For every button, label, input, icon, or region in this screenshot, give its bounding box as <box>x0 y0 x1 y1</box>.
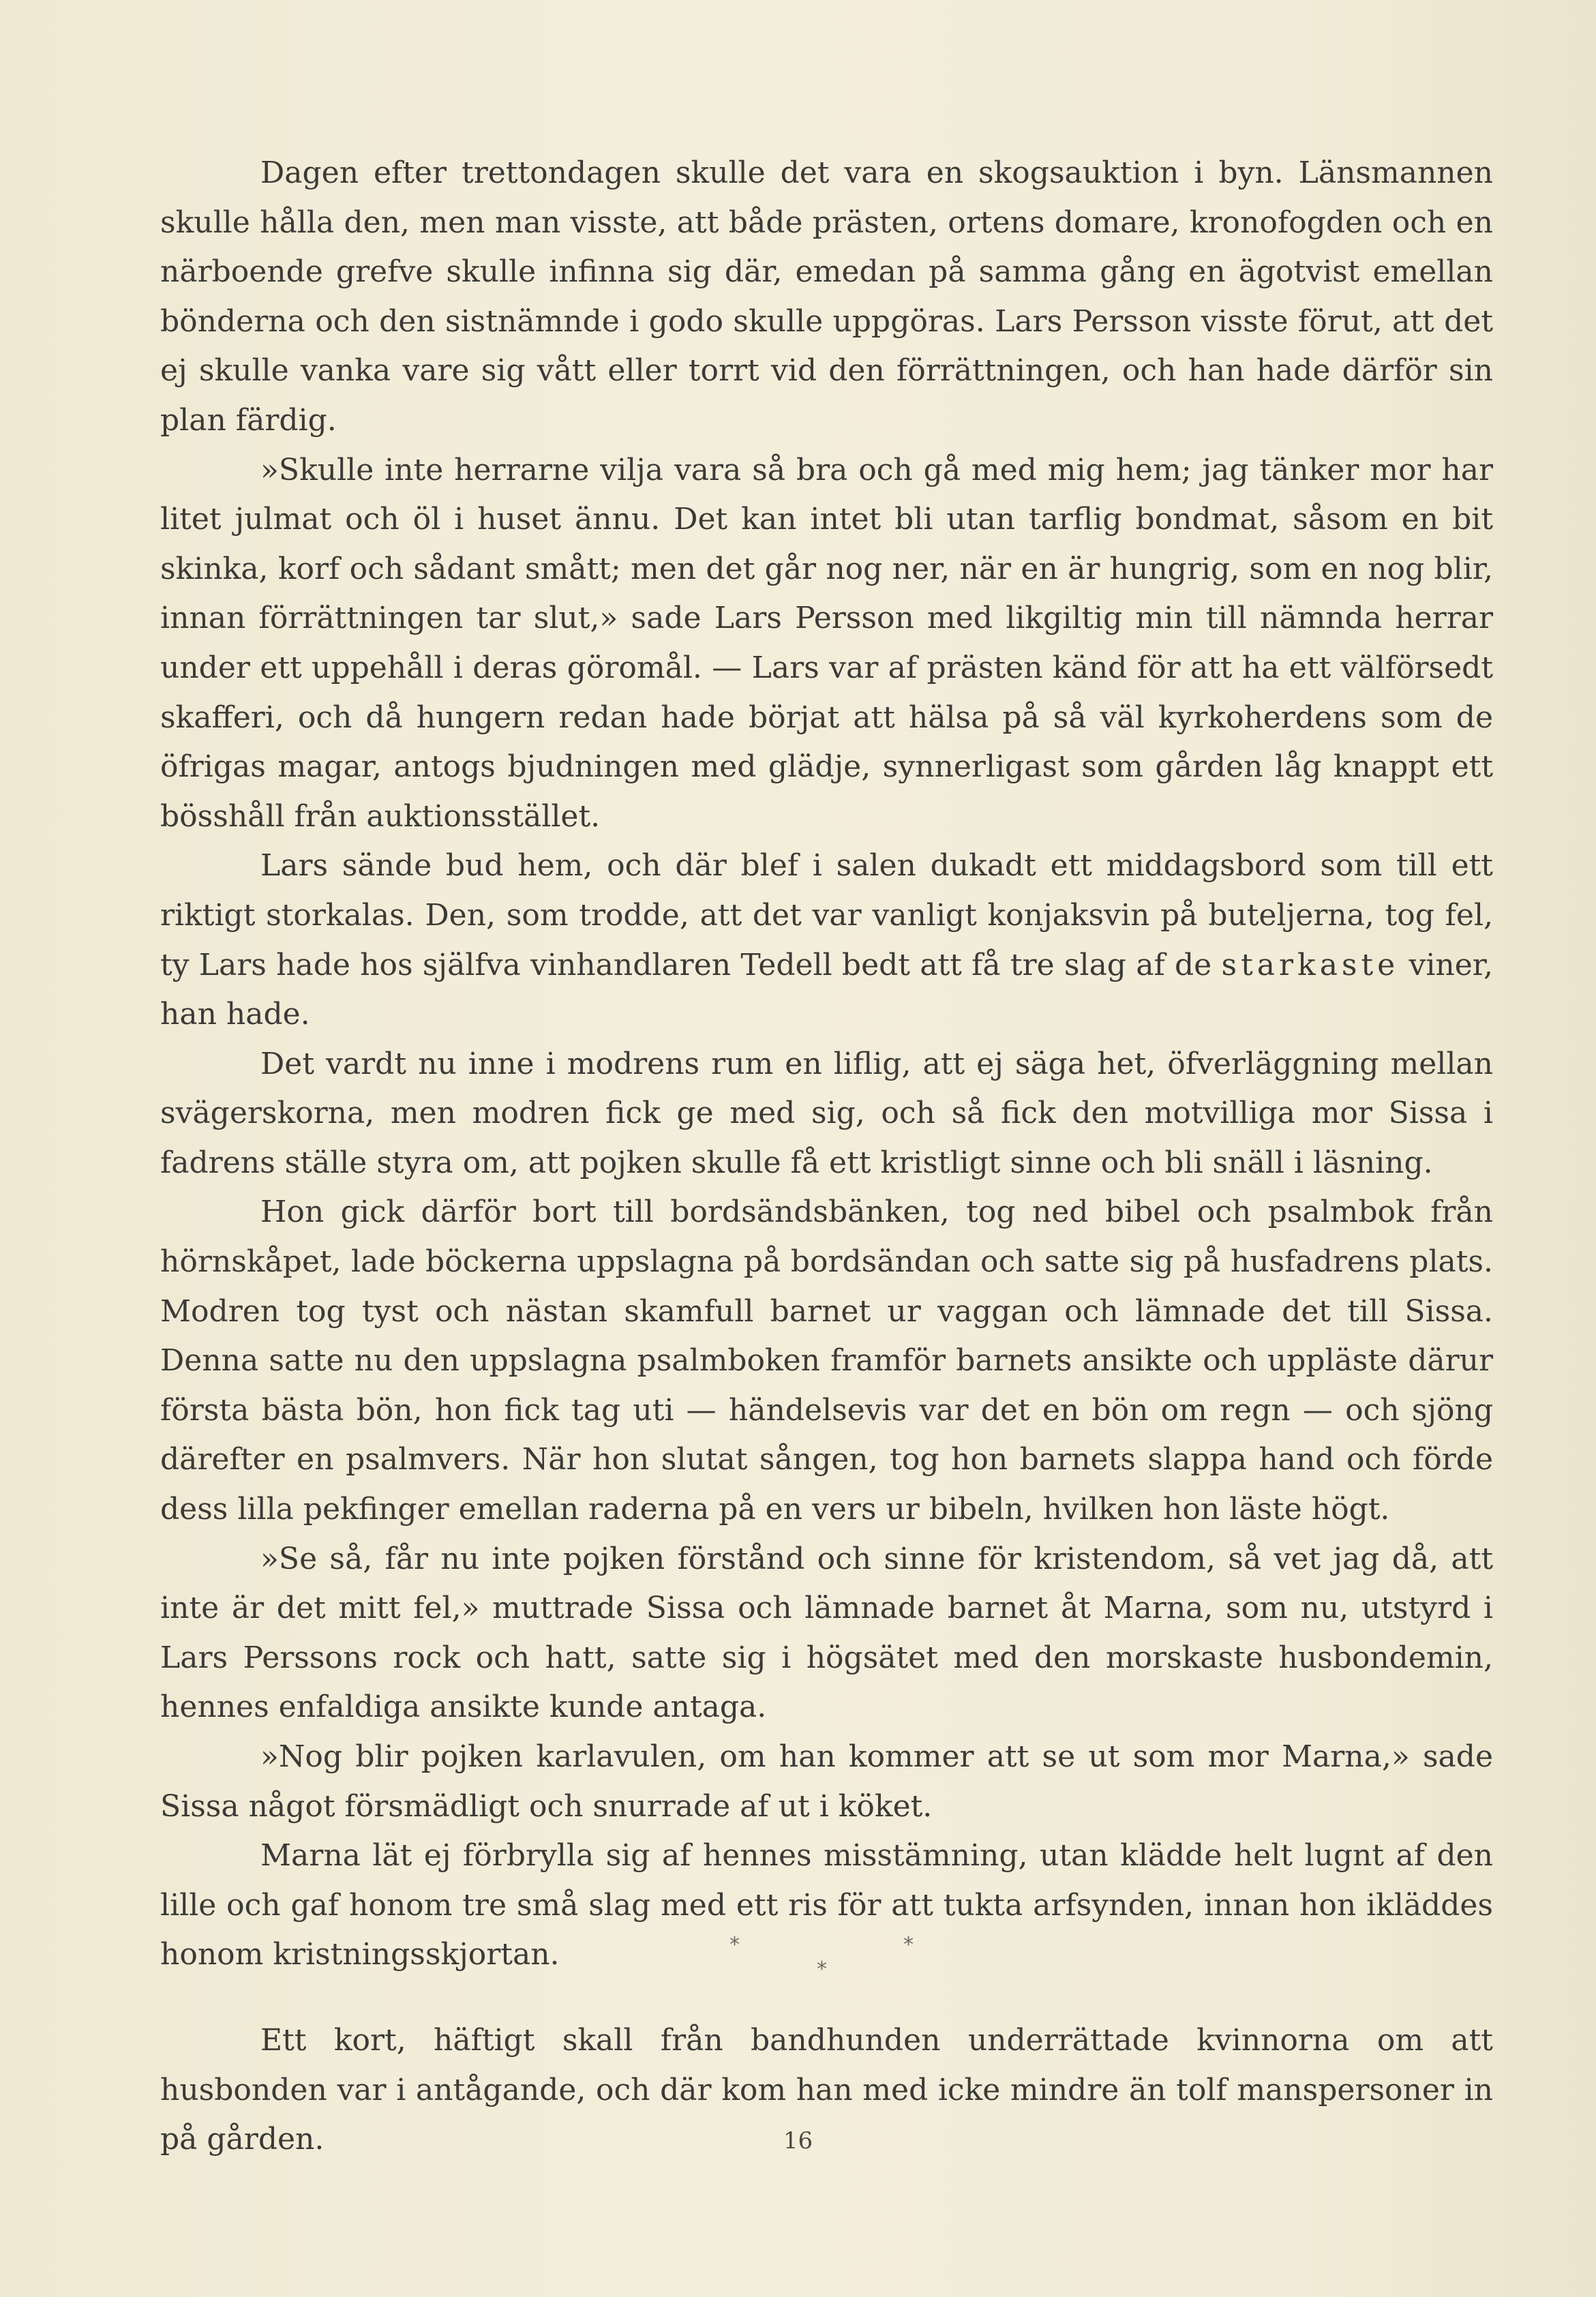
paragraph-4: Det vardt nu inne i modrens rum en liflig, att ej säga het, öfverläggning mellan svägerskorna, men modren fick ge med sig, och så fick den motvilliga mor Sissa i fadrens ställe styra om, att pojken skulle få ett kristligt sinne och bli snäll i läsning. <box>160 1046 1493 1180</box>
paragraph-3-spaced-word: starkaste <box>1221 947 1400 982</box>
paragraph-3 <box>160 841 1493 1039</box>
paragraph-final: Ett kort, häftigt skall från bandhunden underrättade kvinnorna om att husbonden var i antågande, och där kom han med icke mindre än tolf manspersoner in på gården. <box>160 2023 1493 2157</box>
page-number: 16 <box>783 2127 813 2155</box>
separator-star: * <box>729 1933 740 1957</box>
paragraph-5: Hon gick därför bort till bordsändsbänken, tog ned bibel och psalmbok från hörnskåpet, lade böckerna uppslagna på bordsändan och satte sig på husfadrens plats. Modren tog tyst och nästan skamfull barnet ur vaggan och lämnade det till Sissa. Denna satte nu den uppslagna psalmboken framför barnets ansikte och uppläste därur första bästa bön, hon fick tag uti — händelsevis var det en bön om regn — och sjöng därefter en psalmvers. När hon slutat sången, tog hon barnets slappa hand och förde dess lilla pekfinger emellan raderna på en vers ur bibeln, hvilken hon läste högt. <box>160 1195 1493 1527</box>
paragraph-8: Marna lät ej förbrylla sig af hennes misstämning, utan klädde helt lugnt af den lille och gaf honom tre små slag med ett ris för att tukta arfsynden, innan hon ikläddes honom kristningsskjortan. <box>160 1838 1493 1972</box>
main-text <box>160 149 1493 1980</box>
paragraph-3-after: viner, han hade. <box>160 947 1493 1032</box>
section-separator <box>0 1933 1596 2008</box>
separator-star: * <box>817 1957 827 1981</box>
paragraph-1: Dagen efter trettondagen skulle det vara en skogsauktion i byn. Länsmannen skulle hålla den, men man visste, att både prästen, ortens domare, kronofogden och en närboende grefve skulle infinna sig där, emedan på samma gång en ägotvist emellan bönderna och den sistnämnde i godo skulle uppgöras. Lars Persson visste förut, att det ej skulle vanka vare sig vått eller torrt vid den förrättningen, och han hade därför sin plan färdig. <box>160 155 1493 438</box>
paragraph-7: »Nog blir pojken karlavulen, om han kommer att se ut som mor Marna,» sade Sissa något försmädligt och snurrade af ut i köket. <box>160 1739 1493 1824</box>
separator-star: * <box>903 1933 914 1957</box>
paragraph-6: »Se så, får nu inte pojken förstånd och sinne för kristendom, så vet jag då, att inte är det mitt fel,» muttrade Sissa och lämnade barnet åt Marna, som nu, utstyrd i Lars Perssons rock och hatt, satte sig i högsätet med den morskaste husbondemin, hennes enfaldiga ansikte kunde antaga. <box>160 1541 1493 1725</box>
paragraph-3-before: Lars sände bud hem, och där blef i salen dukadt ett middagsbord som till ett riktigt storkalas. Den, som trodde, att det var vanligt konjaksvin på buteljerna, tog fel, ty Lars hade hos själfva vinhandlaren Tedell bedt att få tre slag af de <box>160 848 1493 982</box>
paragraph-2: »Skulle inte herrarne vilja vara så bra och gå med mig hem; jag tänker mor har litet julmat och öl i huset ännu. Det kan intet bli utan tarflig bondmat, såsom en bit skinka, korf och sådant smått; men det går nog ner, när en är hungrig, som en nog blir, innan förrättningen tar slut,» sade Lars Persson med likgiltig min till nämnda herrar under ett uppehåll i deras göromål. — Lars var af prästen känd för att ha ett välförsedt skafferi, och då hungern redan hade börjat att hälsa på så väl kyrkoherdens som de öfrigas magar, antogs bjudningen med glädje, synnerligast som gården låg knappt ett bösshåll från auktionsstället. <box>160 452 1493 834</box>
